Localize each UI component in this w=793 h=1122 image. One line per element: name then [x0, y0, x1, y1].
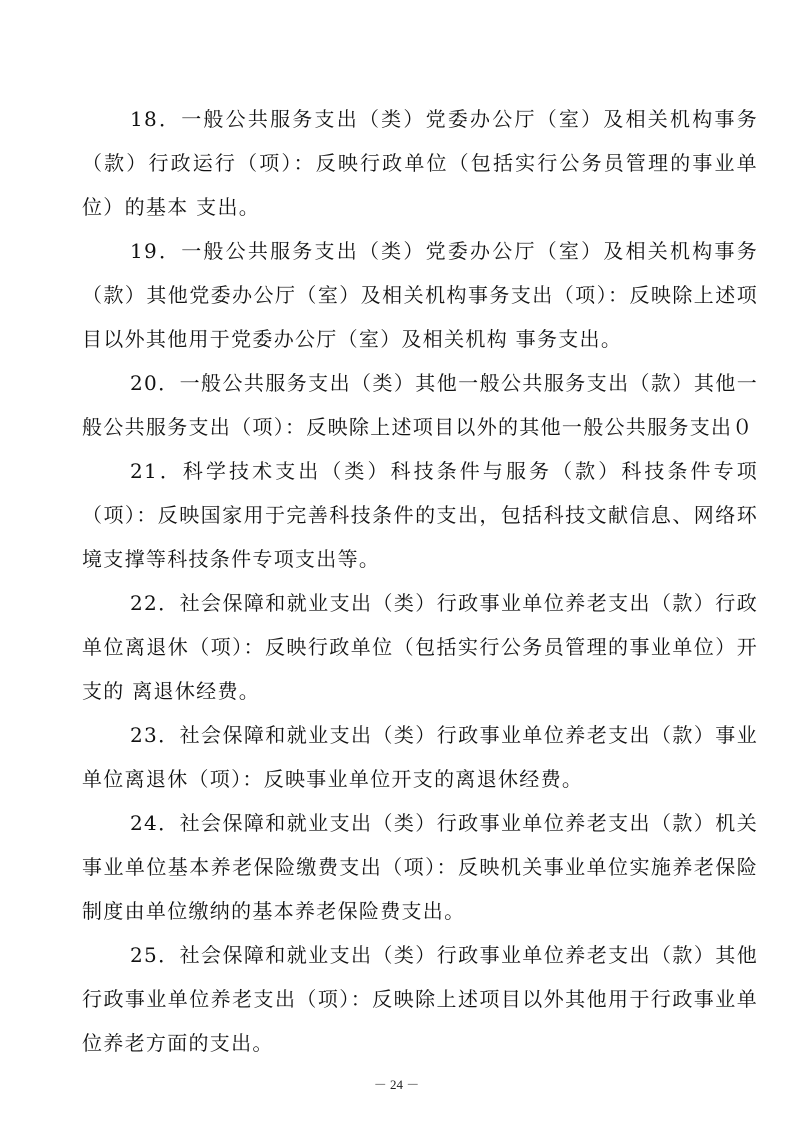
paragraph-item-18: 18．一般公共服务支出（类）党委办公厅（室）及相关机构事务（款）行政运行（项）：反映行政单位（包括实行公务员管理的事业单位）的基本 支出。 [82, 107, 758, 219]
paragraph-item-24: 24．社会保障和就业支出（类）行政事业单位养老支出（款）机关事业单位基本养老保险缴费支出（项）：反映机关事业单位实施养老保险制度由单位缴纳的基本养老保险费支出。 [82, 811, 758, 923]
paragraph-item-23: 23．社会保障和就业支出（类）行政事业单位养老支出（款）事业单位离退休（项）：反映事业单位开支的离退休经费。 [82, 723, 758, 791]
paragraph-item-25: 25．社会保障和就业支出（类）行政事业单位养老支出（款）其他行政事业单位养老支出（项）：反映除上述项目以外其他用于行政事业单位养老方面的支出。 [82, 943, 758, 1055]
paragraph-item-22: 22．社会保障和就业支出（类）行政事业单位养老支出（款）行政单位离退休（项）：反映行政单位（包括实行公务员管理的事业单位）开支的 离退休经费。 [82, 591, 758, 703]
paragraph-item-19: 19．一般公共服务支出（类）党委办公厅（室）及相关机构事务（款）其他党委办公厅（室）及相关机构事务支出（项）：反映除上述项目以外其他用于党委办公厅（室）及相关机构 事务支出。 [82, 239, 758, 351]
page-number: － 24 － [373, 1077, 420, 1092]
paragraph-item-21: 21．科学技术支出（类）科技条件与服务（款）科技条件专项（项）：反映国家用于完善科技条件的支出，包括科技文献信息、网络环境支撑等科技条件专项支出等。 [82, 459, 758, 571]
paragraph-item-20: 20．一般公共服务支出（类）其他一般公共服务支出（款）其他一般公共服务支出（项）：反映除上述项目以外的其他一般公共服务支出０ [82, 371, 758, 439]
